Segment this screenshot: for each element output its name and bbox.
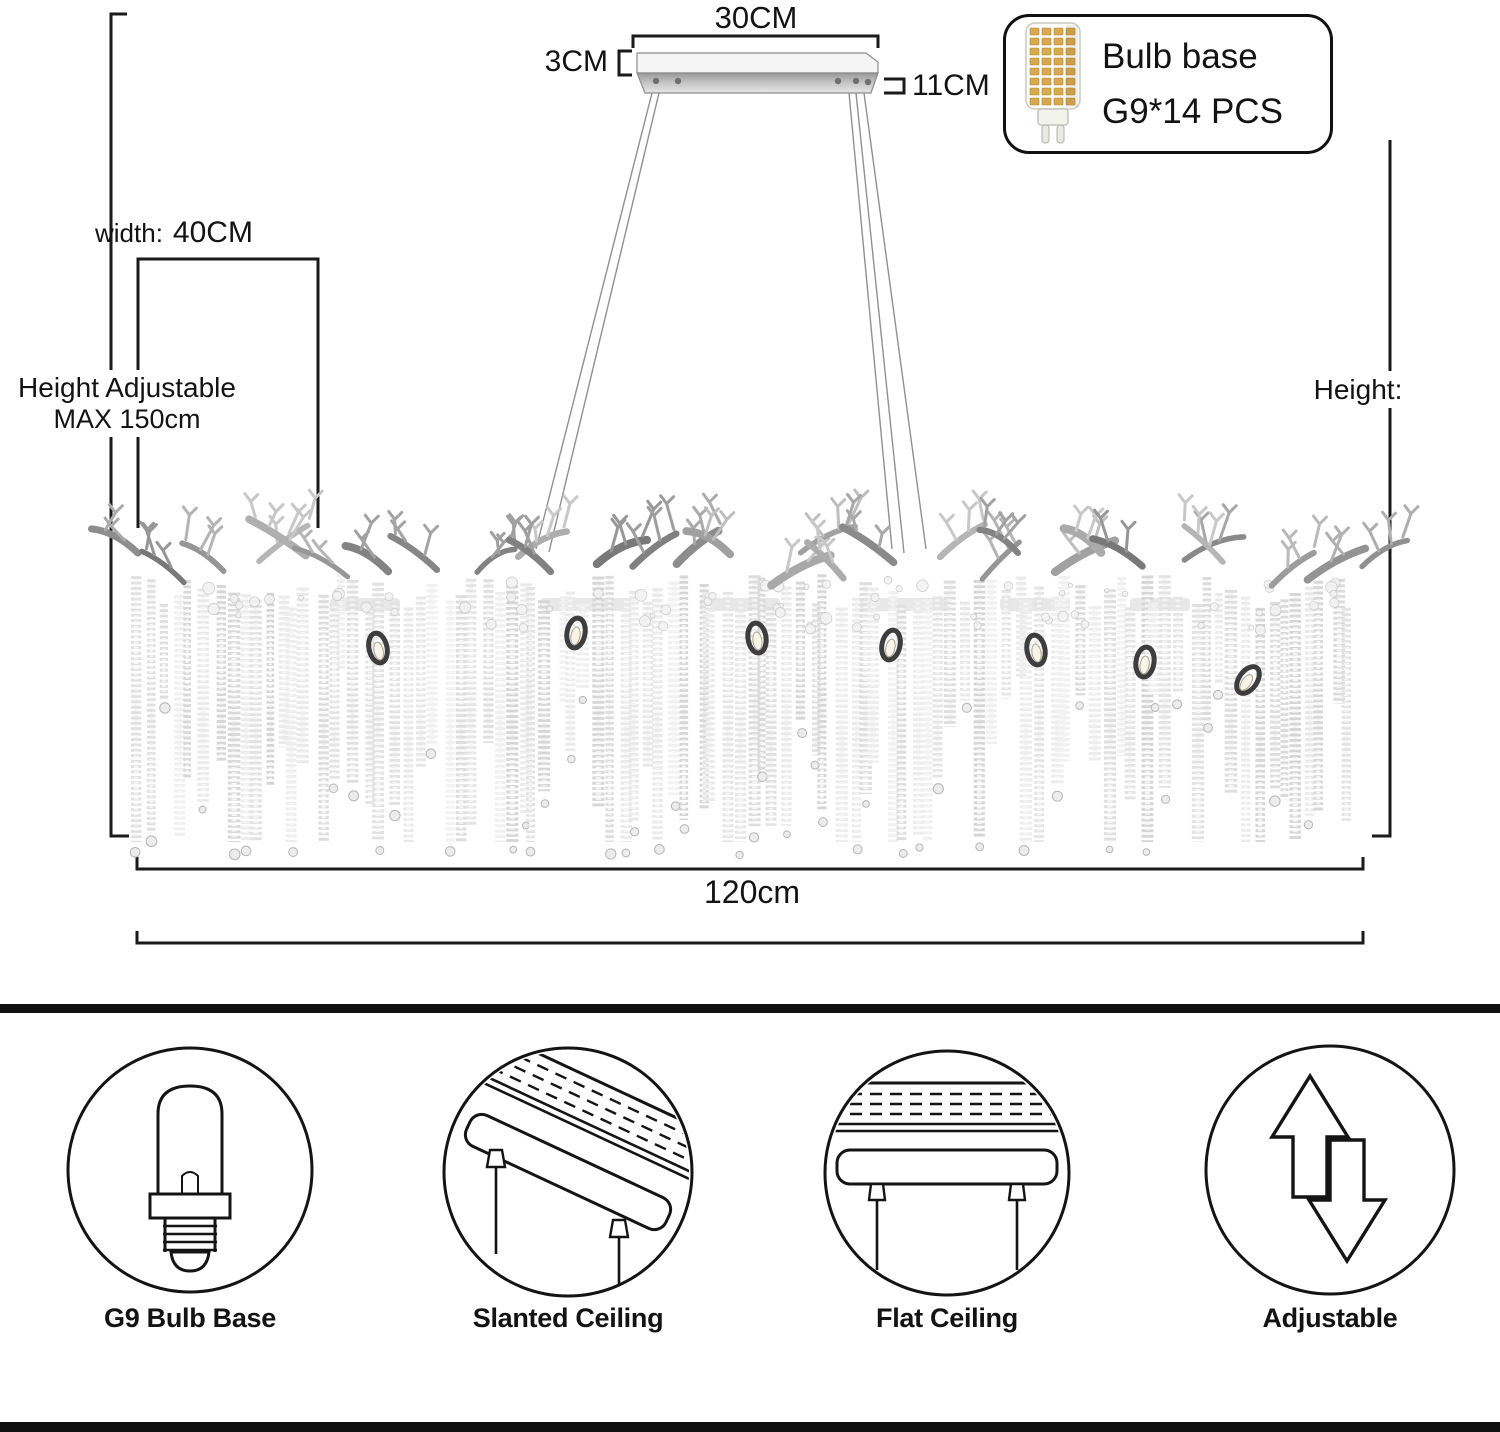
slanted-ceiling-icon <box>404 1013 765 1296</box>
g9-led-bulb-photo-icon <box>1022 21 1086 147</box>
bottom-border-bar <box>0 1422 1500 1432</box>
fixture-length-label: 120cm <box>703 874 801 910</box>
feature-label-slanted-ceiling: Slanted Ceiling <box>472 1303 664 1333</box>
adjustable-arrows-icon <box>1206 1046 1454 1294</box>
canopy-width-label: 30CM <box>714 0 798 35</box>
bulb-spec-line1: Bulb base <box>1102 37 1258 76</box>
height-adjustable-label <box>6 370 248 437</box>
height-adjustable-line2: MAX 150cm <box>53 404 201 435</box>
feature-label-g9-bulb-base: G9 Bulb Base <box>104 1303 276 1333</box>
height-dimension-line-right <box>1372 140 1390 836</box>
flat-ceiling-icon <box>810 1051 1085 1295</box>
feature-label-flat-ceiling: Flat Ceiling <box>876 1303 1018 1333</box>
canopy-width-bracket <box>633 36 878 48</box>
width-value: 40CM <box>172 216 253 249</box>
section-divider-bar <box>0 1004 1500 1013</box>
length-dimension-line-upper <box>137 857 1363 869</box>
suspension-wires <box>536 93 926 553</box>
feature-icons <box>68 1013 1454 1296</box>
crystal-chandelier-image <box>92 490 1418 860</box>
canopy-height-label: 3CM <box>544 45 608 78</box>
length-dimension-line-lower <box>137 931 1363 943</box>
bulb-spec-line2: G9*14 PCS <box>1102 92 1283 131</box>
canopy-height-bracket <box>619 51 632 75</box>
fixture-width-label <box>95 217 253 249</box>
height-label: Height: <box>1296 371 1420 408</box>
g9-bulb-icon <box>68 1048 312 1292</box>
bulb-spec-box <box>1003 14 1333 154</box>
feature-label-adjustable: Adjustable <box>1262 1303 1398 1333</box>
ceiling-canopy <box>536 53 926 553</box>
canopy-side-label: 11CM <box>912 69 990 102</box>
bulb-spec-text <box>1102 39 1283 129</box>
height-adjustable-line1: Height Adjustable <box>18 372 236 403</box>
canopy-side-bracket <box>884 79 904 93</box>
width-caption: width: <box>95 218 163 248</box>
